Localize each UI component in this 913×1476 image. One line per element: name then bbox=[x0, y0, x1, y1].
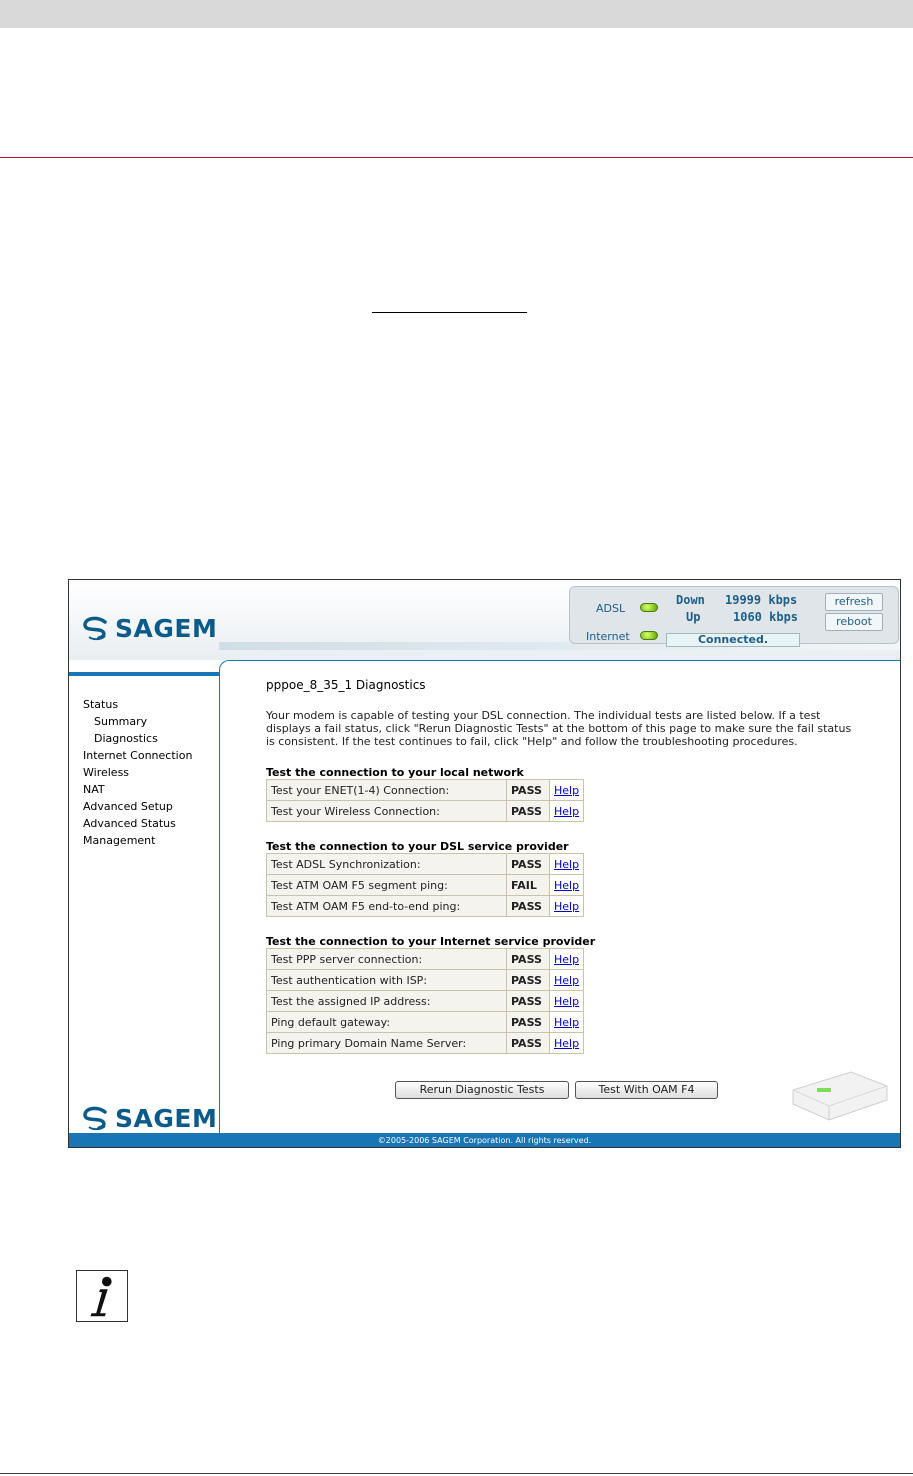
table-row bbox=[267, 949, 584, 970]
section-title-internet-provider: Test the connection to your Internet service provider bbox=[266, 935, 596, 948]
test-name: Test ATM OAM F5 end-to-end ping: bbox=[267, 896, 507, 917]
modem-image bbox=[787, 1064, 891, 1124]
test-name: Test the assigned IP address: bbox=[267, 991, 507, 1012]
table-row bbox=[267, 1033, 584, 1054]
connection-status: Connected. bbox=[666, 633, 800, 647]
brand-name: SAGEM bbox=[115, 614, 218, 643]
adsl-led-icon bbox=[640, 603, 658, 612]
sagem-logo-bottom bbox=[81, 1104, 217, 1133]
test-result: PASS bbox=[507, 1033, 550, 1054]
table-row bbox=[267, 1012, 584, 1033]
test-result: PASS bbox=[507, 854, 550, 875]
brand-name: SAGEM bbox=[115, 1104, 218, 1133]
nav-accent-bar bbox=[69, 672, 219, 676]
help-link[interactable]: Help bbox=[554, 783, 580, 797]
help-link[interactable]: Help bbox=[554, 857, 580, 871]
section-title-dsl-provider: Test the connection to your DSL service provider bbox=[266, 840, 569, 853]
nav-item-advanced-status[interactable]: Advanced Status bbox=[83, 817, 176, 830]
table-row bbox=[267, 875, 584, 896]
help-link[interactable]: Help bbox=[554, 1015, 580, 1029]
table-row bbox=[267, 780, 584, 801]
adsl-label: ADSL bbox=[596, 602, 626, 615]
table-row bbox=[267, 801, 584, 822]
help-link[interactable]: Help bbox=[554, 952, 580, 966]
nav-item-summary[interactable]: Summary bbox=[94, 715, 148, 728]
refresh-button[interactable]: refresh bbox=[825, 593, 883, 611]
router-screenshot bbox=[68, 579, 901, 1148]
test-name: Ping default gateway: bbox=[267, 1012, 507, 1033]
help-link[interactable]: Help bbox=[554, 878, 580, 892]
test-result: PASS bbox=[507, 801, 550, 822]
nav-item-status[interactable]: Status bbox=[83, 698, 119, 711]
down-label: Down bbox=[676, 593, 705, 607]
internet-label: Internet bbox=[586, 630, 630, 643]
test-result: PASS bbox=[507, 991, 550, 1012]
sagem-logo-top bbox=[81, 614, 217, 643]
test-table-internet-provider bbox=[266, 948, 584, 1054]
down-rate: 19999 kbps bbox=[725, 593, 798, 607]
table-row bbox=[267, 896, 584, 917]
help-link[interactable]: Help bbox=[554, 804, 580, 818]
test-name: Test your ENET(1-4) Connection: bbox=[267, 780, 507, 801]
nav-item-wireless[interactable]: Wireless bbox=[83, 766, 130, 779]
internet-led-icon bbox=[640, 631, 658, 640]
copyright-footer: ©2005-2006 SAGEM Corporation. All rights reserved. bbox=[69, 1133, 900, 1148]
help-link[interactable]: Help bbox=[554, 973, 580, 987]
help-link[interactable]: Help bbox=[554, 1036, 580, 1050]
reboot-button[interactable]: reboot bbox=[825, 613, 883, 631]
nav-item-nat[interactable]: NAT bbox=[83, 783, 105, 796]
table-row bbox=[267, 991, 584, 1012]
table-row bbox=[267, 970, 584, 991]
nav-item-diagnostics[interactable]: Diagnostics bbox=[94, 732, 158, 745]
help-link[interactable]: Help bbox=[554, 899, 580, 913]
test-name: Test ATM OAM F5 segment ping: bbox=[267, 875, 507, 896]
nav-item-internet-connection[interactable]: Internet Connection bbox=[83, 749, 193, 762]
sidebar-nav bbox=[83, 696, 192, 849]
section-title-local-network: Test the connection to your local network bbox=[266, 766, 524, 779]
test-result: PASS bbox=[507, 780, 550, 801]
page-description: Your modem is capable of testing your DSL connection. The individual tests are listed below. If a test displays a fail status, click "Rerun Diagnostic Tests" at the bottom of this page to make sure the fail status is consistent. If the test continues to fail, click "Help" and follow the troubleshooting procedures. bbox=[266, 709, 852, 748]
page-title: pppoe_8_35_1 Diagnostics bbox=[266, 678, 426, 692]
test-table-dsl-provider bbox=[266, 853, 584, 917]
sagem-logo-icon bbox=[81, 616, 111, 642]
up-rate: 1060 kbps bbox=[733, 610, 799, 624]
test-result: PASS bbox=[507, 1012, 550, 1033]
test-oam-f4-button[interactable]: Test With OAM F4 bbox=[575, 1081, 718, 1099]
test-result: PASS bbox=[507, 949, 550, 970]
rerun-tests-button[interactable]: Rerun Diagnostic Tests bbox=[395, 1081, 569, 1099]
help-link[interactable]: Help bbox=[554, 994, 580, 1008]
sagem-logo-icon bbox=[81, 1106, 111, 1132]
test-name: Test authentication with ISP: bbox=[267, 970, 507, 991]
info-icon bbox=[76, 1270, 128, 1322]
underline-rule bbox=[372, 312, 527, 313]
test-name: Test PPP server connection: bbox=[267, 949, 507, 970]
nav-item-management[interactable]: Management bbox=[83, 834, 156, 847]
test-name: Test ADSL Synchronization: bbox=[267, 854, 507, 875]
test-result: PASS bbox=[507, 970, 550, 991]
test-table-local-network bbox=[266, 779, 584, 822]
bottom-divider bbox=[0, 1473, 913, 1474]
test-name: Test your Wireless Connection: bbox=[267, 801, 507, 822]
red-divider bbox=[0, 157, 913, 158]
up-label: Up bbox=[686, 610, 701, 624]
test-result: FAIL bbox=[507, 875, 550, 896]
connection-status-panel bbox=[569, 586, 899, 644]
nav-item-advanced-setup[interactable]: Advanced Setup bbox=[83, 800, 173, 813]
test-name: Ping primary Domain Name Server: bbox=[267, 1033, 507, 1054]
top-header-band bbox=[0, 0, 913, 28]
table-row bbox=[267, 854, 584, 875]
test-result: PASS bbox=[507, 896, 550, 917]
